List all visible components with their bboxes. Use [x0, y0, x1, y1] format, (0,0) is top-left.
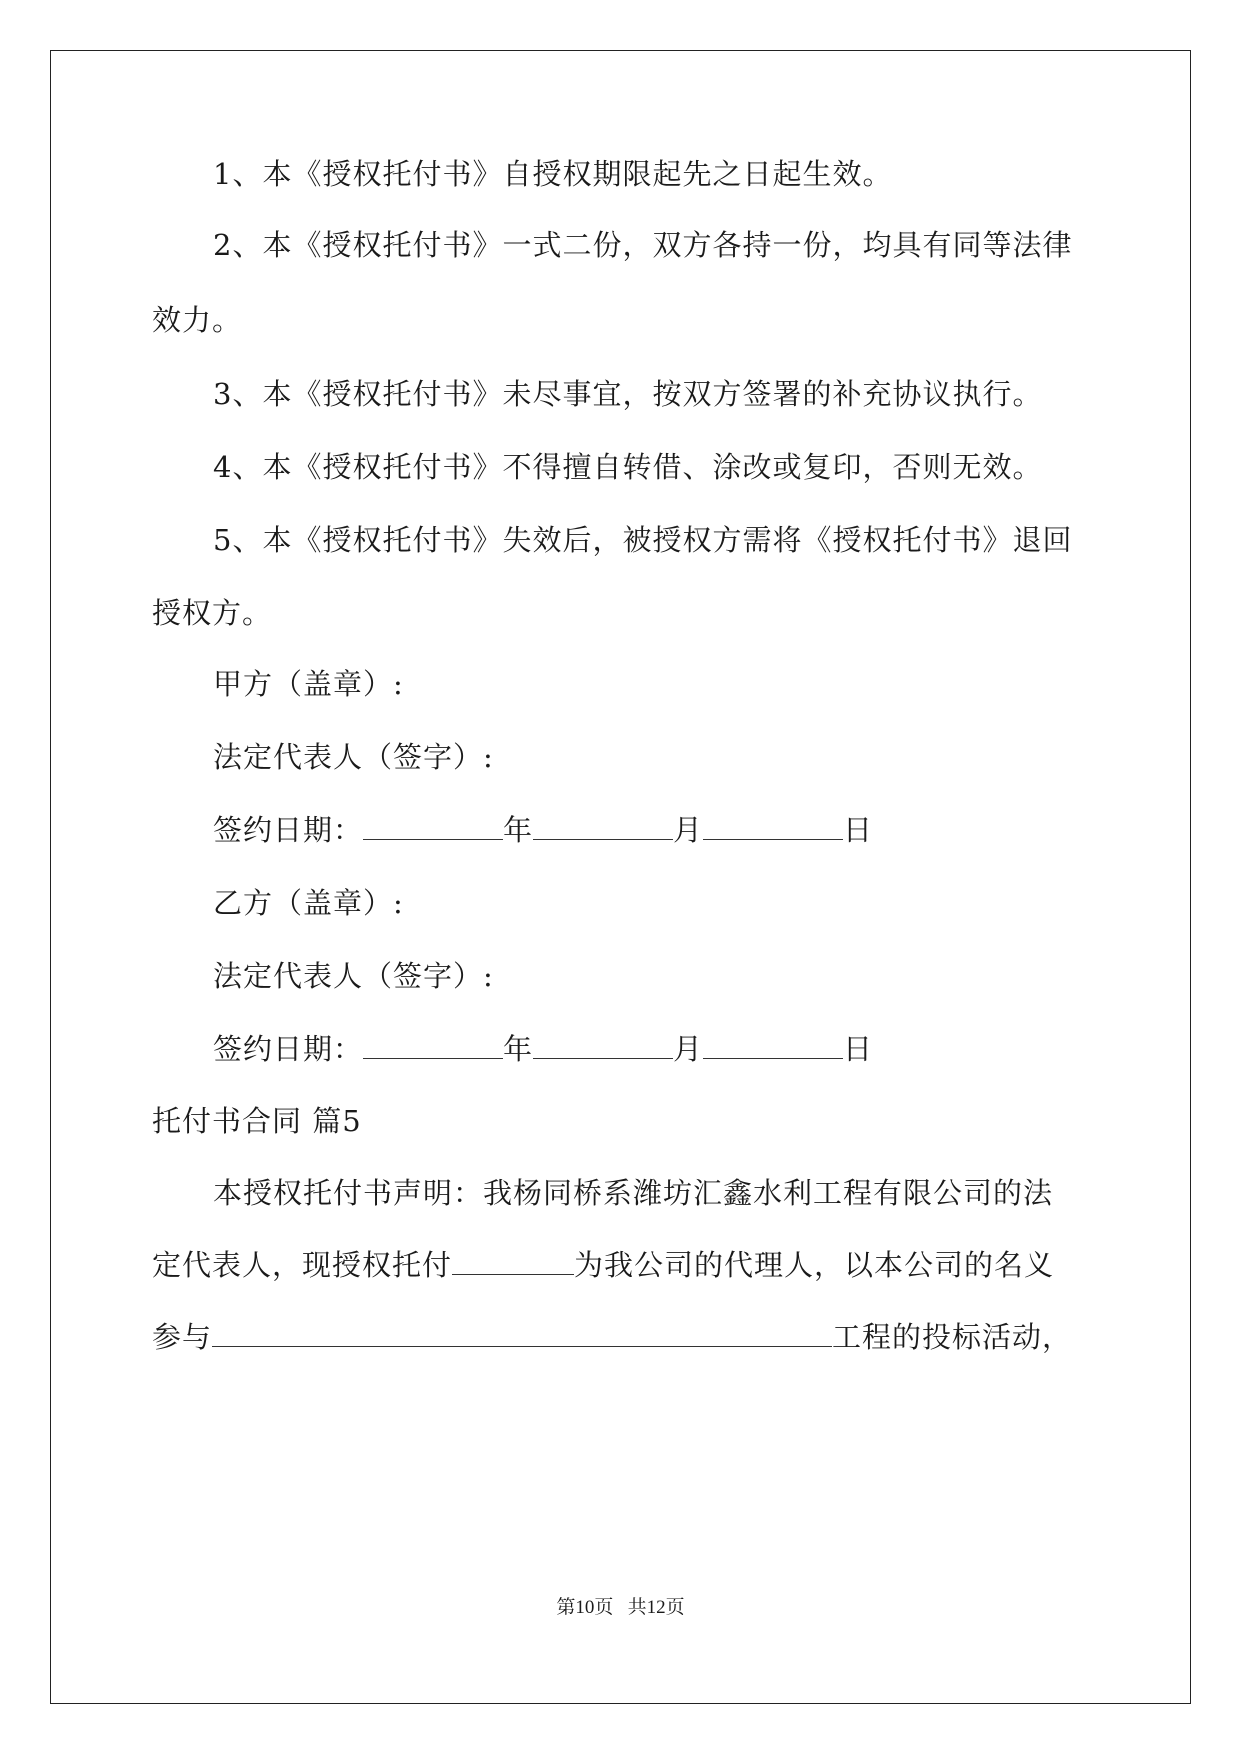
party-b-date-row: [213, 1031, 873, 1067]
day-blank: [703, 813, 843, 840]
date-label: 签约日期：: [213, 813, 364, 847]
page-footer: [0, 1596, 1241, 1620]
day-label: 日: [843, 813, 874, 847]
party-b-representative: 法定代表人（签字）:: [213, 959, 494, 993]
clause-5-continued: 授权方。: [152, 596, 273, 630]
day-blank: [703, 1032, 843, 1059]
clause-4: 4、本《授权托付书》不得擅自转借、涂改或复印，否则无效。: [213, 450, 1043, 484]
month-label: 月: [673, 1032, 704, 1066]
day-label: 日: [843, 1032, 874, 1066]
party-a-date-row: [213, 812, 873, 848]
clause-5: 5、本《授权托付书》失效后，被授权方需将《授权托付书》退回: [213, 523, 1073, 557]
party-a-seal: 甲方（盖章）:: [213, 667, 404, 701]
statement-line-1: 本授权托付书声明：我杨同桥系潍坊汇鑫水利工程有限公司的法: [213, 1176, 1054, 1210]
month-blank: [533, 813, 673, 840]
party-b-seal: 乙方（盖章）:: [213, 886, 404, 920]
clause-2-continued: 效力。: [152, 303, 243, 337]
clause-2: 2、本《授权托付书》一式二份，双方各持一份，均具有同等法律: [213, 228, 1073, 262]
month-label: 月: [673, 813, 704, 847]
statement-line-2-end: 为我公司的代理人，以本公司的名义: [574, 1248, 1055, 1282]
page-number: 第10页: [556, 1597, 614, 1618]
year-label: 年: [503, 813, 534, 847]
project-name-blank: [212, 1320, 832, 1347]
agent-name-blank: [452, 1248, 574, 1275]
clause-3: 3、本《授权托付书》未尽事宜，按双方签署的补充协议执行。: [213, 377, 1043, 411]
statement-line-3: [152, 1319, 1072, 1355]
page-total: 共12页: [627, 1597, 685, 1618]
statement-line-2-start: 定代表人，现授权托付: [152, 1248, 453, 1282]
party-a-representative: 法定代表人（签字）:: [213, 740, 494, 774]
statement-line-3-start: 参与: [152, 1320, 213, 1354]
statement-line-2: [152, 1247, 1054, 1283]
month-blank: [533, 1032, 673, 1059]
date-label: 签约日期：: [213, 1032, 364, 1066]
section-title: 托付书合同 篇5: [152, 1104, 362, 1138]
statement-line-3-end: 工程的投标活动，: [832, 1320, 1073, 1354]
year-blank: [363, 813, 503, 840]
clause-1: 1、本《授权托付书》自授权期限起先之日起生效。: [213, 157, 893, 191]
year-blank: [363, 1032, 503, 1059]
year-label: 年: [503, 1032, 534, 1066]
page-border: [50, 50, 1191, 1704]
